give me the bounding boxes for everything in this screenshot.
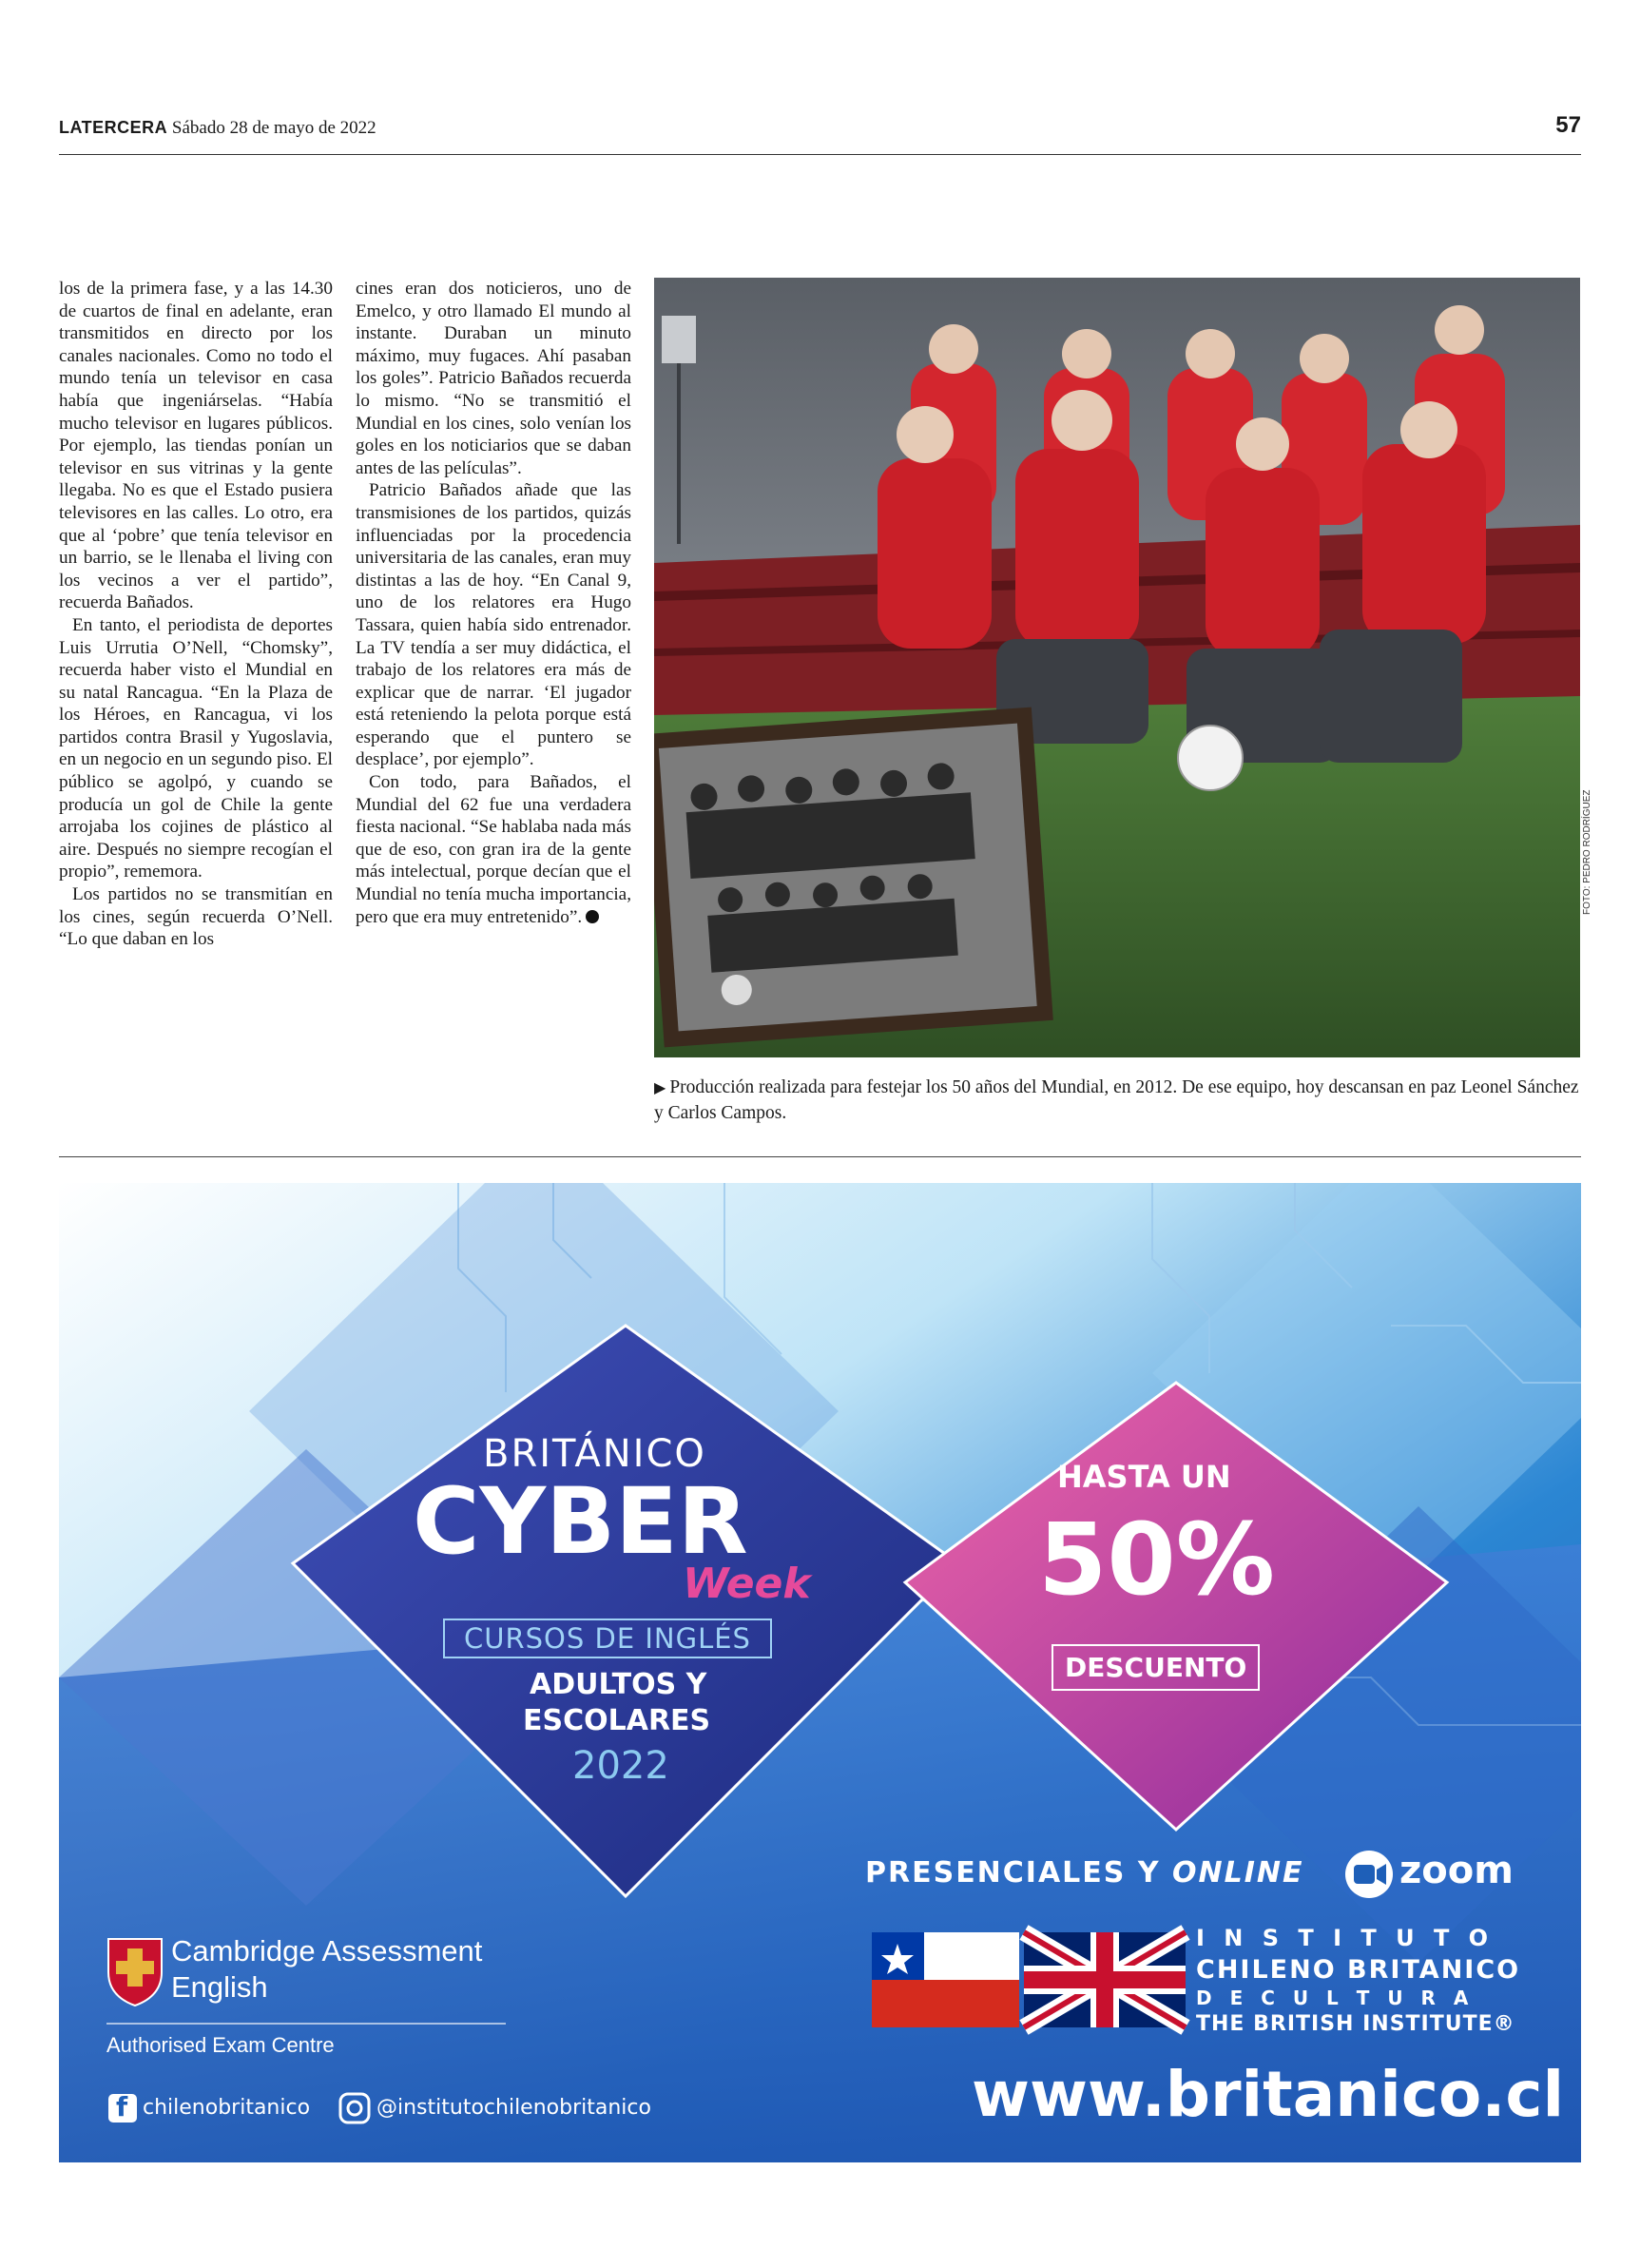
ad-week: Week bbox=[683, 1560, 811, 1608]
paragraph: Patricio Bañados añade que las transmisiones de los partidos, quizás influenciadas por la procedencia universitaria de las canales, eran muy distintas a las de hoy. “En Canal 9, uno de los relatores era Hugo Tassara, quien había sido entrenador. La TV tendía a ser muy didáctica, el trabajo de los relatores era más de explicar que de narrar. ‘El jugador está reteniendo la pelota porque está esperando que el puntero se desplace’, por ejemplo”. bbox=[356, 480, 631, 770]
ad-facebook: chilenobritanico bbox=[143, 2096, 311, 2120]
ad-discount-value: 50% bbox=[1038, 1502, 1275, 1618]
article-column-2 bbox=[356, 278, 631, 928]
paragraph-last bbox=[356, 771, 631, 928]
paragraph: los de la primera fase, y a las 14.30 de cuartos de final en adelante, eran transmitidos en directo por los canales nacionales. Como no todo el mundo tenía un televisor en casa había que ingeniárselas. “Había mucho televisor en lugares públicos. Por ejemplo, las tiendas ponían un televisor en sus vitrinas y la gente llegaba. No es que el Estado pusiera televisores en las calles. Lo otro, era que al ‘pobre’ que tenía televisor en un barrio, se le llenaba el living con los vecinos a ver el partido”, recuerda Bañados. bbox=[59, 279, 333, 613]
ad-cambridge-2: English bbox=[171, 1970, 268, 2004]
team-photo-illustration bbox=[654, 278, 1580, 1057]
paragraph-text: Con todo, para Bañados, el Mundial del 62 fue una verdadera fiesta nacional. “Se hablaba nada más que de eso, con gran ira de la gente más intelectual, porque decían que el Mundial no tenía mucha importancia, pero que era muy entretenido”. bbox=[356, 772, 631, 927]
paragraph: En tanto, el periodista de deportes Luis Urrutia O’Nell, “Chomsky”, recuerda haber visto el Mundial en su natal Rancagua. “En la Plaza de los Héroes, en Rancagua, vi los partidos contra Brasil y Yugoslavia, en un negocio en un segundo piso. El público se agolpó, y cuando se producía un gol de Chile la gente arrojaba los cojines de plástico al aire. Después no siempre recogían el propio”, rememora. bbox=[59, 614, 333, 882]
ad-cambridge-1: Cambridge Assessment bbox=[171, 1934, 483, 1968]
facebook-icon: f bbox=[116, 2091, 128, 2123]
photo-credit: FOTO: PEDRO RODRÍGUEZ bbox=[1582, 789, 1592, 915]
ad-institute-1: I N S T I T U T O bbox=[1196, 1925, 1495, 1951]
ad-institute-4: THE BRITISH INSTITUTE® bbox=[1196, 2012, 1515, 2036]
header-left bbox=[59, 118, 376, 139]
page-header bbox=[59, 112, 1581, 155]
ad-institute-2: CHILENO BRITANICO bbox=[1196, 1955, 1521, 1985]
section-divider bbox=[59, 1156, 1581, 1157]
advertisement bbox=[59, 1183, 1581, 2162]
article-column-1 bbox=[59, 278, 333, 951]
page-number: 57 bbox=[1555, 112, 1581, 138]
photo-caption bbox=[654, 1076, 1580, 1126]
ad-institute-3: D E C U L T U R A bbox=[1196, 1987, 1475, 2009]
ad-discount-top: HASTA UN bbox=[1057, 1459, 1231, 1495]
triangle-bullet-icon: ▶ bbox=[654, 1080, 666, 1096]
ad-audience-2: ESCOLARES bbox=[523, 1704, 711, 1737]
ad-discount-bottom: DESCUENTO bbox=[1052, 1644, 1260, 1691]
publication-date: Sábado 28 de mayo de 2022 bbox=[171, 118, 376, 138]
ad-audience-1: ADULTOS Y bbox=[530, 1668, 707, 1701]
ad-brand-line: BRITÁNICO bbox=[483, 1432, 706, 1476]
ad-url[interactable]: www.britanico.cl bbox=[972, 2058, 1565, 2131]
ad-mode-1: PRESENCIALES Y bbox=[865, 1856, 1161, 1890]
caption-text: Producción realizada para festejar los 50 años del Mundial, en 2012. De ese equipo, hoy descansan en paz Leonel Sánchez y Carlos Campos. bbox=[654, 1077, 1579, 1123]
ad-year: 2022 bbox=[572, 1744, 669, 1788]
ad-mode-2: ONLINE bbox=[1172, 1856, 1304, 1890]
ad-instagram: @institutochilenobritanico bbox=[376, 2096, 651, 2120]
end-mark-icon bbox=[586, 910, 599, 923]
ad-cyber: CYBER bbox=[413, 1468, 748, 1575]
ad-exam-centre: Authorised Exam Centre bbox=[106, 2033, 335, 2057]
paragraph: Los partidos no se transmitían en los cines, según recuerda O’Nell. “Lo que daban en los bbox=[59, 884, 333, 950]
ad-zoom: zoom bbox=[1399, 1849, 1514, 1892]
ad-courses: CURSOS DE INGLÉS bbox=[443, 1619, 772, 1658]
ad-modes bbox=[865, 1856, 1304, 1890]
paragraph: cines eran dos noticieros, uno de Emelco, y otro llamado El mundo al instante. Duraban un minuto máximo, muy fugaces. Ahí pasaban los goles”. Patricio Bañados recuerda lo mismo. “No se transmitió el Mundial en los cines, solo venían los goles en los noticiarios que se daban antes de las películas”. bbox=[356, 279, 631, 478]
team-photo bbox=[654, 278, 1580, 1057]
newspaper-brand: LATERCERA bbox=[59, 118, 168, 137]
